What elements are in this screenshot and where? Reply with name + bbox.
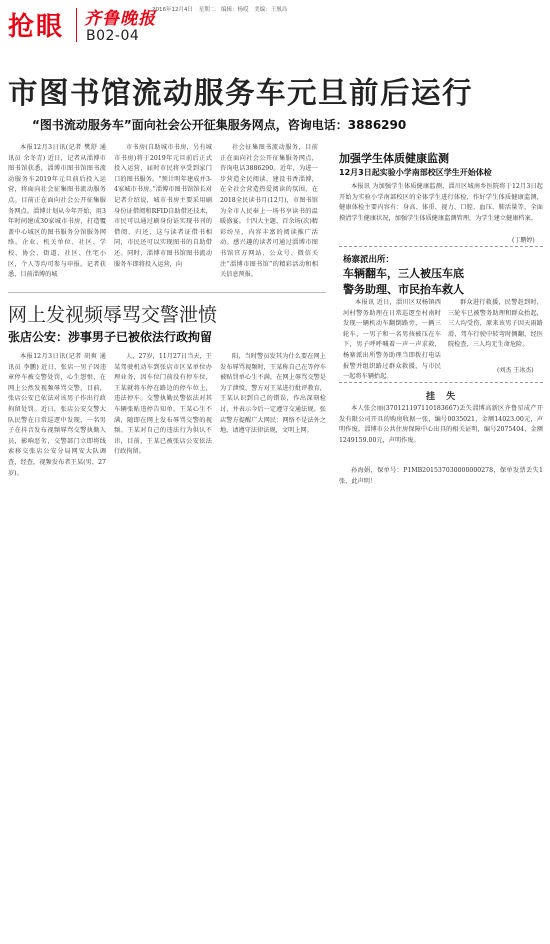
side2-credit: (刘杰 王冰杰)	[497, 367, 534, 374]
side1-divider	[339, 246, 543, 247]
story2-subhead: 张店公安：涉事男子已被依法行政拘留	[8, 330, 213, 344]
lead-column-2-text: 市书房(自助城市书房，另有城市书房)将于2019年元旦前后正式投入运营，届时市民将享受到家门口的图书服务。“预计明年建成并3-4家城市书房。”淄博市图书馆馆长对记者介绍说，城市书房主要采用刷身份证借阅和RFID自助借还技术，市民可以通过刷身份证实现书刊的借阅、归还，这与读者证借书相同，市民还可以实现图书的自助借还。同时，淄博市图书馆图书流动服务车即将投入运营，向	[114, 144, 212, 268]
notice-tail-text: 孙海娟，保单号：P1MB201537030000000278，保单发票丢失1张，此声明！	[339, 467, 543, 485]
side1-body	[339, 182, 543, 230]
side2-column-2-text: 群众进行救援，民警赶到时，三轮车已被警务助理和群众抬起，三人均受伤，原来该男子因天雨路滑，驾车行驶中转弯时侧翻，经医院检查，三人均无生命危险。	[448, 299, 543, 349]
section-mark: 抢眼	[8, 12, 65, 42]
side2-column-2	[448, 298, 543, 362]
lead-column-3-text: 社会征集图书流动服务，目前正在面向社会公开征集服务网点，咨询电话3886290。近年，为进一步营造全民阅读、建设书香淄博，在全社会营造热爱阅读的氛围，在2018全民读书月(12月)，市图书馆为全市人民奉上一场书享读书的温暖盛宴。十四大主题、百余场(次)精彩纷呈，内容丰富的阅读推广活动。感兴趣的读者可通过淄博市图书馆官方网站、公众号、微信关注“淄博市图书馆”的精彩活动和相关信息预报。	[220, 144, 318, 279]
side2-title-line2: 警务助理、市民抬车救人	[343, 283, 464, 296]
story2-column-1	[8, 352, 106, 488]
issue-meta	[152, 6, 291, 14]
notice-body-text: 本人张会丽(370121197110183667)丢失淄博高新区齐鲁星成产开发有限公司开具的购房收据一张，编号0035021，金额14023.00元，声明作废。淄博市公共住房保障中心出具的相关证明，编号2075404，金额1249159.00元，声明作废。	[339, 405, 543, 444]
main-subhead: “图书流动服务车”面向社会公开征集服务网点，咨询电话：3886290	[32, 118, 407, 132]
side2-kicker: 杨寨派出所：	[343, 255, 395, 265]
lead-column-2	[114, 143, 212, 283]
side1-title: 加强学生体质健康监测	[339, 152, 449, 165]
side1-credit: (丁鹏婷)	[512, 237, 535, 244]
story2-column-2-text: 人，27岁，11月27日当天，王某驾驶机动车到张店市区某单位办理业务，因车位门前没有停车位，王某就将车停在路边的停车位上，违法停车。交警执勤民警依法对其车辆张贴违停告知单，王某心生不满，随即在网上发布辱骂交警的视频。王某对自己的违法行为供认不讳，目前，王某已被张店公安依法行政拘留。	[114, 353, 212, 456]
lead-column-1-text: 本报12月3日讯(记者 樊舒 通讯员 余冬青) 近日，记者从淄博市图书馆获悉，淄博市图书馆图书流动服务车2019年元旦前后投入运营，将面向社会征集图书流动服务点。目前正在面向社会公开征集服务网点。淄博计划从今年开始，用3年时间建成30家城市书房，打造覆盖中心城区的图书服务分馆服务网络。企业、机关单位、社区、学校、协会、街道、社区、住宅小区，个人等均可参与申报。记者获悉，目前淄博的城	[8, 144, 106, 279]
issue-date: 2016年12月4日	[152, 7, 193, 13]
story2-column-3	[220, 352, 326, 488]
notice-top-divider	[339, 382, 543, 383]
masthead	[0, 0, 550, 52]
story2-column-2	[114, 352, 212, 488]
side1-subtitle: 12月3日起实验小学南部校区学生开始体检	[339, 168, 492, 177]
notice-title: 挂 失	[426, 392, 460, 402]
main-headline: 市图书馆流动服务车元旦前后运行	[8, 76, 474, 110]
story2-column-1-text: 本报12月3日讯(记者 胡爽 通讯员 李鹏) 近日，张店一男子因违章停车被交警处罚，心生怨恨，在网上公然发视频辱骂交警，目前，张店公安已依法对该男子作出行政拘留处罚。近日，张店公安交警大队民警在日常巡逻中发现，一名男子在抖音发布视频辱骂交警执勤人员，影响恶劣，交警部门立即将线索移交张店公安分局网安大队调查，经查，视频发布者王某(男，27岁)。	[8, 353, 106, 477]
masthead-divider	[76, 8, 77, 42]
paper-name: 齐鲁晚报	[84, 9, 156, 29]
side2-title-line1: 车辆翻车，三人被压车底	[343, 267, 464, 280]
lead-column-3	[220, 143, 318, 283]
lead-column-1	[8, 143, 106, 283]
notice-body	[339, 404, 543, 464]
notice-tail	[339, 466, 543, 488]
side1-body-text: 本报讯 为加强学生体质健康监测，淄川区城南乡医院将于12月3日起开始为实验小学南部校区的全体学生进行体检，作好学生体质健康监测，健康体检主要内容有：身高、体重、视力、口腔、血压、肺活量等，全面摸清学生健康状况，加强学生体质健康监测管理，为学生建立健康档案。	[339, 183, 543, 222]
story2-headline: 网上发视频辱骂交警泄愤	[8, 304, 218, 326]
issue-editor: 编辑：杨哎	[221, 7, 249, 13]
side2-column-1-text: 本报讯 近日，淄川区双杨镇西河村警务助理在日常巡逻至村南时发现一辆机动车翻倒路旁，一辆三轮车，一男子和一名男孩被压在车下，男子呼呼喊着一声一声求救，杨寨派出所警务助理当即拨打电话报警并组织路过群众救援，与市民一起将车辆抬起。	[343, 299, 441, 381]
side2-column-1	[343, 298, 441, 381]
story2-column-3-text: 阳，当时警员发其为什么要在网上发布辱骂视频时，王某称自己在等停车被贴罚单心生不满，在网上辱骂交警是为了泄愤，警方对王某进行批评教育，王某认识到自己的错误，作出深刻检讨，并表示今后一定遵守交通法规。张店警方提醒广大网民：网络不是法外之地，请遵守法律法规，文明上网。	[220, 353, 326, 435]
issue-designer: 美编：王凰岛	[254, 7, 288, 13]
story2-top-rule	[8, 292, 326, 293]
issue-weekday: 星期二	[198, 7, 216, 13]
page-number: B02-04	[86, 28, 140, 44]
